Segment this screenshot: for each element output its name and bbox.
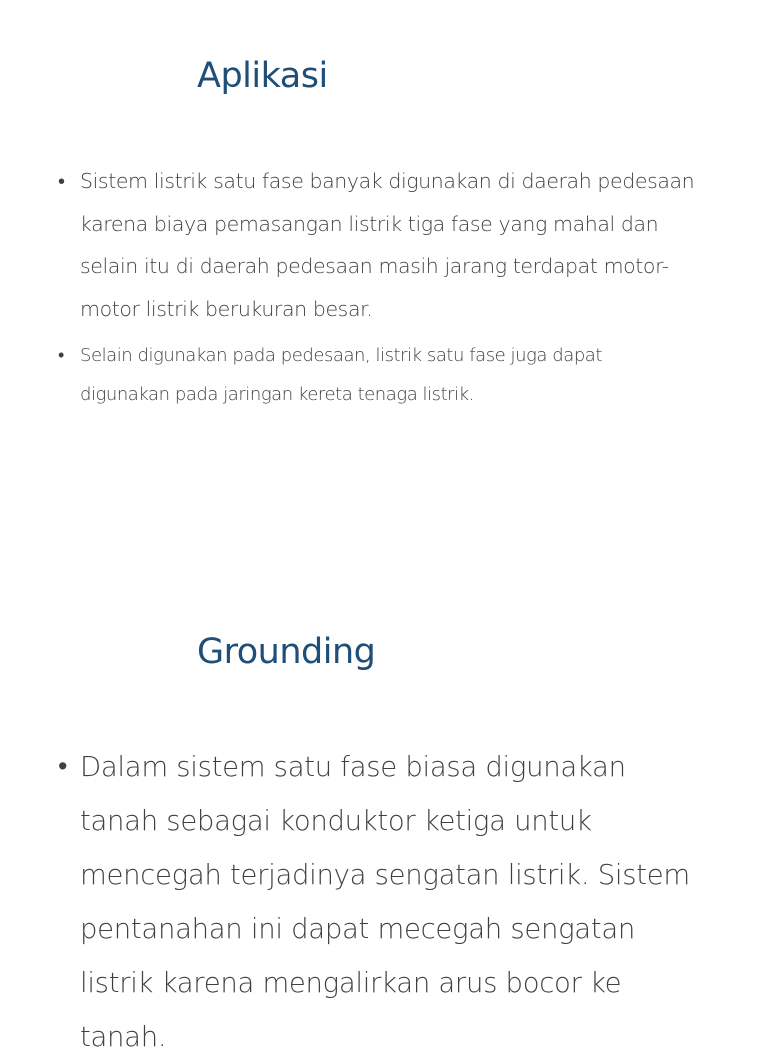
list-item: [0, 160, 720, 330]
bullet-icon: •: [58, 345, 64, 366]
slide-grounding: [0, 512, 768, 1053]
bullet-text: Sistem listrik satu fase banyak digunakan di daerah pedesaan karena biaya pemasangan listrik tiga fase yang mahal dan selain itu di daerah pedesaan masih jarang terdapat motor-motor listrik berukuran besar.: [80, 169, 695, 321]
slide-aplikasi: [0, 0, 768, 512]
bullet-icon: •: [58, 751, 68, 782]
slide-title: Grounding: [197, 632, 376, 672]
slide-title: Aplikasi: [197, 56, 328, 96]
bullet-text: Selain digunakan pada pedesaan, listrik satu fase juga dapat digunakan pada jaringan kereta tenaga listrik.: [80, 345, 602, 405]
list-item: [0, 740, 700, 1064]
bullet-list: [0, 740, 710, 1064]
bullet-text: Dalam sistem satu fase biasa digunakan tanah sebagai konduktor ketiga untuk mencegah terjadinya sengatan listrik. Sistem pentanahan ini dapat mecegah sengatan listrik karena mengalirkan arus bocor ke tanah.: [80, 751, 690, 1053]
bullet-list: [0, 160, 720, 414]
bullet-icon: •: [58, 169, 65, 193]
list-item: [0, 336, 640, 414]
